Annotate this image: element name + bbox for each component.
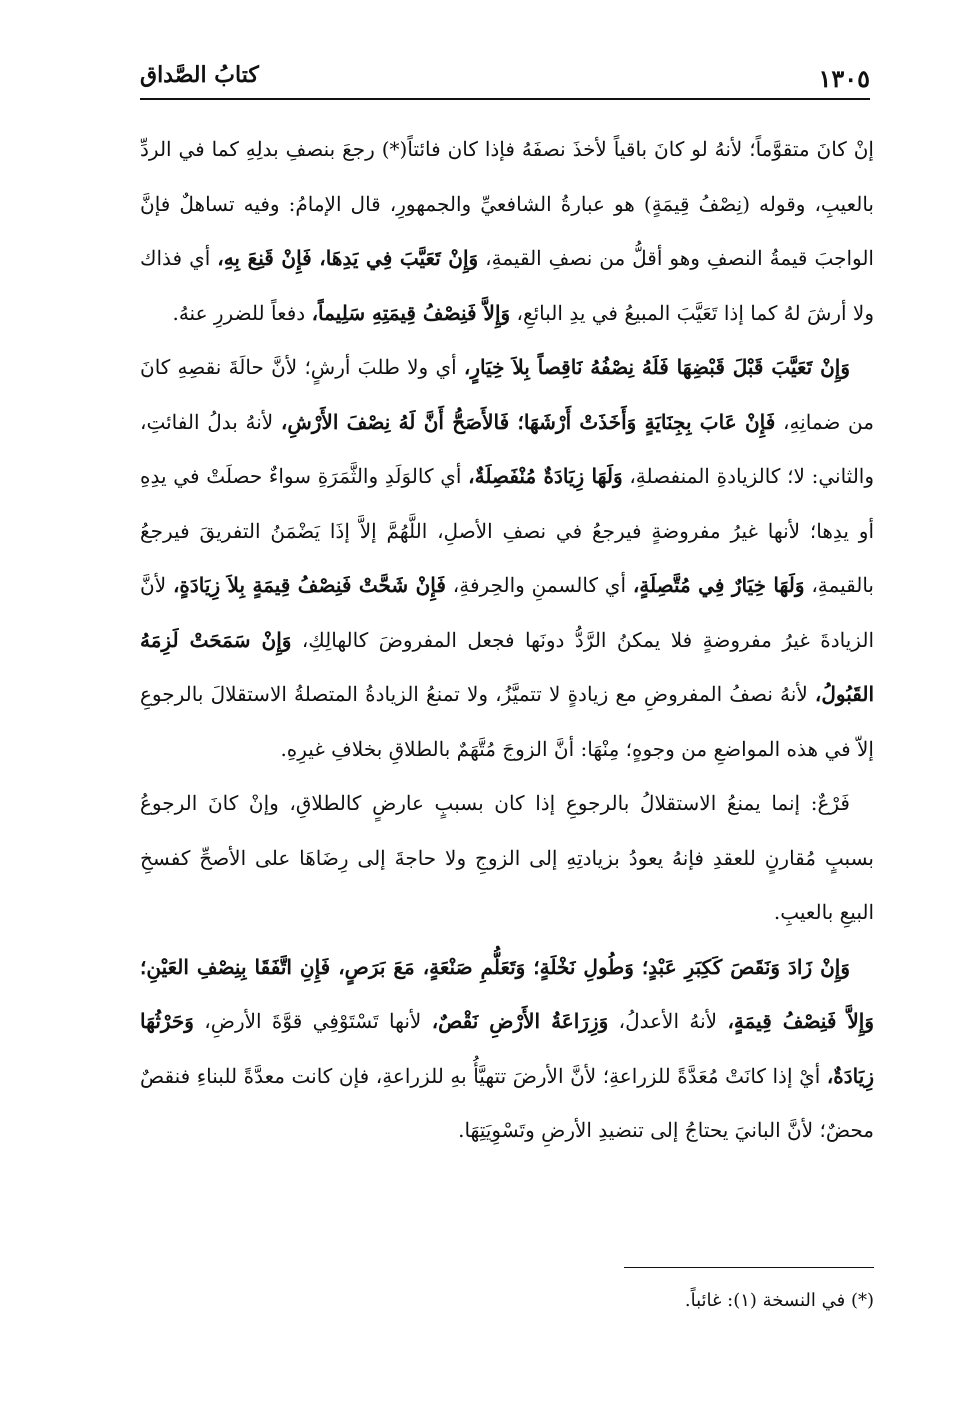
commentary-text: أي كالسمنِ والحِرفةِ، [445, 573, 633, 597]
commentary-text: لأنهُ نصفُ المفروضِ مع زيادةٍ لا تتميَّزُ، ولا تمنعُ الزيادةُ المتصلةُ الاستقلالَ بالرجوعِ إلاّ في هذه المواضعِ من وجوهٍ؛ مِنْهَا: أنَّ الزوجَ مُتَّهَمٌ بالطلاقِ بخلافِ غيرِهِ. [140, 682, 874, 761]
matn-text: فَإِنْ شَحَّتْ فَنِصْفُ قِيمَةٍ بِلاَ زِيَادَةٍ، [172, 573, 446, 597]
matn-text: وَإِلاَّ فَنِصْفُ قِيمَتِهِ سَلِيماً، [311, 300, 511, 325]
matn-text: وَإِنْ تَعَيَّبَ قَبْلَ قَبْضِهَا فَلَهُ نِصْفُهُ نَاقِصاً بِلاَ خِيَارٍ، [463, 355, 850, 379]
matn-text: وَإِنْ سَمَحَتْ لَزِمَهُ القَبُولُ، [140, 627, 875, 706]
paragraph [140, 340, 874, 776]
page-number: ١٣٠٥ [818, 64, 870, 93]
commentary-text: إنْ كانَ متقوَّماً؛ لأنهُ لو كانَ باقياً لأخذَ نصفَهُ فإذا كان فائتاً(*) رجعَ بنصفِ بدلِهِ كما في الردِّ بالعيبِ، وقوله (نِصْفُ قِيمَةٍ) هو عبارةُ الشافعيِّ والجمهورِ، قال الإمامُ: وفيه تساهلٌ فإنَّ الواجبَ قيمةُ النصفِ وهو أقلُّ من نصفِ القيمةِ، [140, 137, 874, 270]
commentary-text: لأنها تَسْتَوْفِي قوَّةَ الأرضِ، [193, 1009, 432, 1033]
paragraph [140, 940, 874, 1158]
commentary-text: لأنهُ بدلُ الفائتِ، والثاني: لا؛ كالزيادةِ المنفصلةِ، [140, 409, 875, 488]
matn-text: وَلَهَا زِيَادَةٌ مُنْفَصِلَةٌ، [468, 464, 623, 488]
paragraph [140, 776, 874, 940]
footnote-rule [624, 1267, 874, 1268]
header-rule [140, 98, 870, 100]
commentary-text: أيْ إذا كانَتْ مُعَدَّةً للزراعةِ؛ لأنَّ الأرضَ تتهيَّأُ بهِ للزراعةِ، فإن كانت معدَّةً للبناءِ فنقصٌ محضٌ؛ لأنَّ البانيَ يحتاجُ إلى تنضيدِ الأرضِ وتَسْوِيَتِهَا. [140, 1063, 874, 1142]
matn-text: وَلَهَا خِيَارٌ فِي مُتَّصِلَةٍ، [632, 573, 805, 597]
main-text [140, 122, 874, 1158]
paragraph [140, 122, 874, 340]
matn-text: وَإِنْ زَادَ وَنَقَصَ كَكِبَرِ عَبْدٍ؛ وَطُولِ نَخْلَةٍ؛ وَتَعَلُّمِ صَنْعَةٍ، مَعَ بَرَصٍ، فَإِنِ اتَّفَقَا بِنِصْفِ العَيْنِ؛ وَإِلاَّ فَنِصْفُ قِيمَةٍ، [140, 954, 874, 1033]
commentary-text: فَرْعٌ: إنما يمنعُ الاستقلالُ بالرجوعِ إذا كان بسببٍ عارضٍ كالطلاقِ، وإنْ كانَ الرجوعُ بسببٍ مُقارنٍ للعقدِ فإنهُ يعودُ بزيادتِهِ إلى الزوجِ ولا حاجةَ إلى رِضَاهَا على الأصحِّ كفسخِ البيعِ بالعيبِ. [140, 791, 874, 924]
matn-text: فَإِنْ عَابَ بِجِنَايَةٍ وَأَخَذَتْ أَرْشَهَا؛ فَالأَصَحُّ أَنَّ لَهُ نِصْفَ الأَرْشِ، [280, 409, 776, 434]
commentary-text: لأنهُ الأعدلُ، [608, 1009, 728, 1033]
commentary-text: أي ولا طلبَ أرشٍ؛ لأنَّ حالَةَ نقصِهِ كانَ من ضمانِهِ، [140, 355, 874, 434]
page-header [140, 58, 870, 104]
matn-text: وَزِرَاعَةُ الأَرْضِ نَقْصٌ، [431, 1009, 609, 1033]
commentary-text: لأنَّ الزيادةَ غيرُ مفروضةٍ فلا يمكنُ الرَّدُّ دونَها فجعل المفروضَ كالهالِكِ، [140, 573, 874, 652]
matn-text: وَإِنْ تَعَيَّبَ فِي يَدِهَا، فَإِنْ قَنِعَ بِهِ، [217, 246, 479, 270]
commentary-text: أي كالوَلَدِ والثَّمَرَةِ سواءٌ حصلَتْ في يدِهِ أو يدِها؛ لأنها غيرُ مفروضةٍ فيرجعُ في نصفِ الأصلِ، اللَّهُمَّ إلاَّ إذَا يَضْمَنُ التفريقَ فيرجعُ بالقيمةِ، [140, 464, 874, 597]
running-title: كتابُ الصَّداق [140, 62, 259, 88]
matn-text: وَحَرْثُهَا زِيَادَةٌ، [140, 1009, 874, 1088]
commentary-text: دفعاً للضررِ عنهُ. [172, 300, 312, 325]
footnote: (*) في النسخة (١): غائباً. [684, 1290, 874, 1311]
commentary-text: أي فذاك ولا أرشَ لهُ كما إذا تَعَيَّبَ المبيعُ في يدِ البائعِ، [140, 246, 874, 325]
